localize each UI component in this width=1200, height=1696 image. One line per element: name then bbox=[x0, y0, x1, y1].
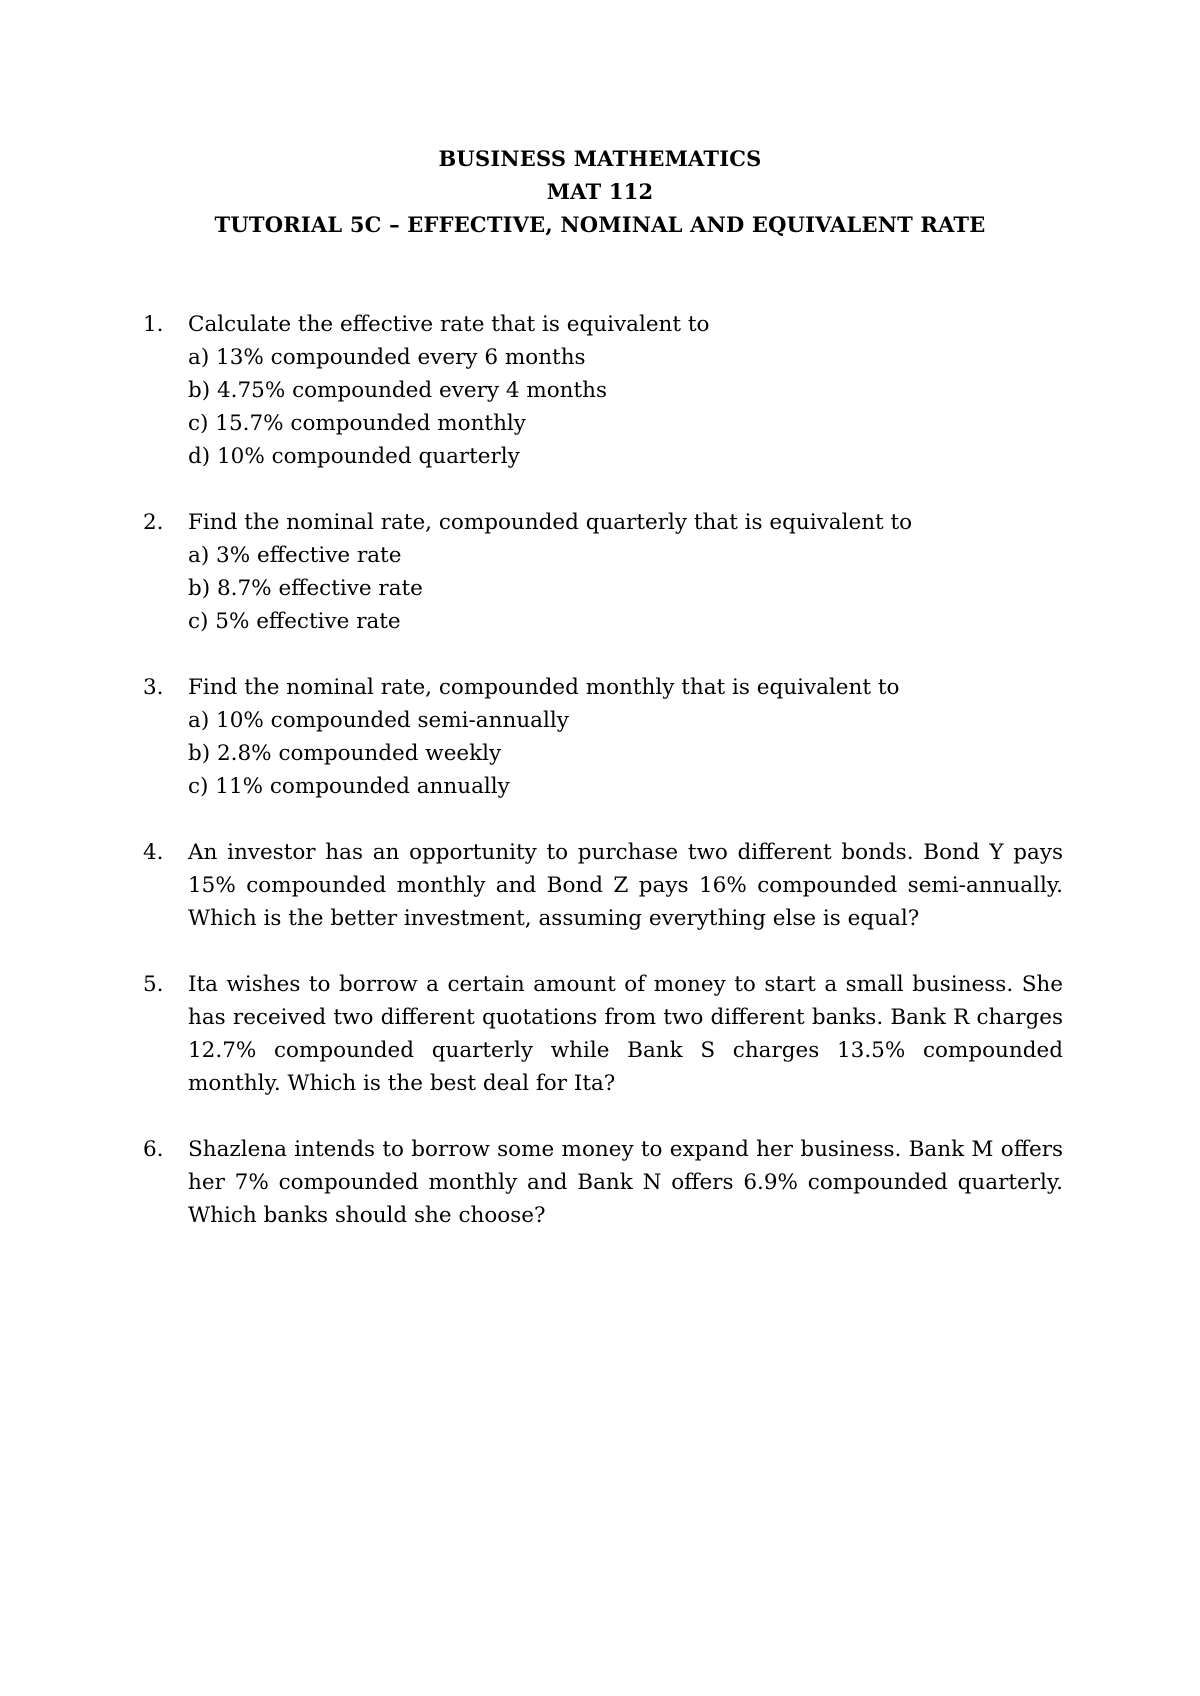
question-number: 1. bbox=[143, 312, 164, 337]
document-header bbox=[0, 142, 1200, 241]
question-part: c) 11% compounded annually bbox=[188, 774, 510, 799]
question-part: d) 10% compounded quarterly bbox=[188, 444, 520, 469]
question-6 bbox=[143, 1133, 1063, 1232]
question-text: An investor has an opportunity to purchase two different bonds. Bond Y pays 15% compounded monthly and Bond Z pays 16% compounded semi-annually. Which is the better investment, assuming everything else is equal? bbox=[188, 840, 1063, 931]
question-text: Find the nominal rate, compounded quarterly that is equivalent to bbox=[188, 510, 913, 535]
question-text: Shazlena intends to borrow some money to expand her business. Bank M offers her 7% compounded monthly and Bank N offers 6.9% compounded quarterly. Which banks should she choose? bbox=[188, 1137, 1063, 1228]
question-number: 4. bbox=[143, 840, 164, 865]
question-list bbox=[143, 308, 1063, 1265]
question-number: 3. bbox=[143, 675, 164, 700]
question-part: c) 5% effective rate bbox=[188, 609, 401, 634]
question-part: b) 2.8% compounded weekly bbox=[188, 741, 502, 766]
question-number: 6. bbox=[143, 1137, 164, 1162]
question-part: b) 4.75% compounded every 4 months bbox=[188, 378, 608, 403]
question-number: 5. bbox=[143, 972, 164, 997]
question-3 bbox=[143, 671, 1063, 803]
course-title: BUSINESS MATHEMATICS bbox=[438, 146, 762, 171]
question-text: Calculate the effective rate that is equivalent to bbox=[188, 312, 710, 337]
question-5 bbox=[143, 968, 1063, 1100]
question-part: a) 13% compounded every 6 months bbox=[188, 345, 586, 370]
question-4 bbox=[143, 836, 1063, 935]
question-text: Ita wishes to borrow a certain amount of money to start a small business. She has received two different quotations from two different banks. Bank R charges 12.7% compounded quarterly while Bank S charges 13.5% compounded monthly. Which is the best deal for Ita? bbox=[188, 972, 1063, 1096]
question-part: a) 10% compounded semi-annually bbox=[188, 708, 569, 733]
question-part: c) 15.7% compounded monthly bbox=[188, 411, 526, 436]
course-code: MAT 112 bbox=[546, 179, 654, 204]
question-2 bbox=[143, 506, 1063, 638]
question-text: Find the nominal rate, compounded monthly that is equivalent to bbox=[188, 675, 900, 700]
question-part: b) 8.7% effective rate bbox=[188, 576, 423, 601]
question-part: a) 3% effective rate bbox=[188, 543, 402, 568]
question-number: 2. bbox=[143, 510, 164, 535]
question-1 bbox=[143, 308, 1063, 473]
tutorial-title: TUTORIAL 5C – EFFECTIVE, NOMINAL AND EQUIVALENT RATE bbox=[214, 212, 986, 237]
